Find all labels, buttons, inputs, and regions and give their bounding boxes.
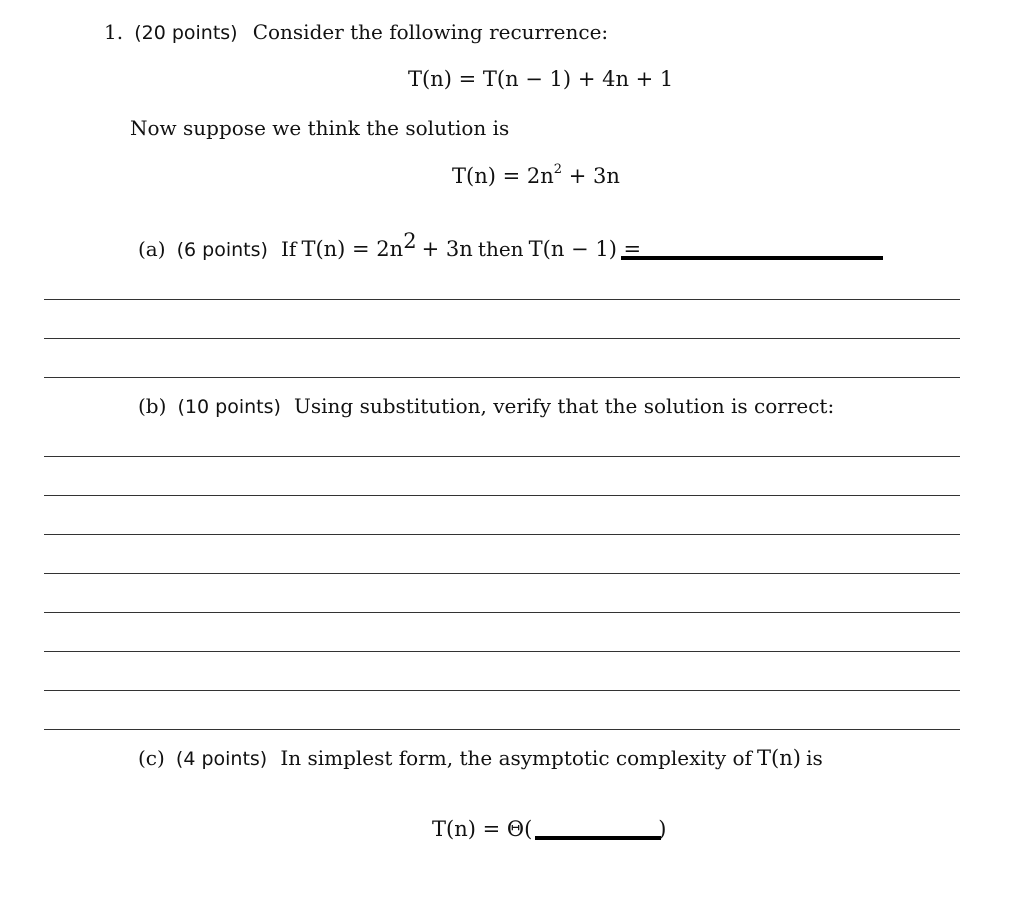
part-b-points: (10 points) [177, 396, 281, 418]
part-c-label: (c) [138, 746, 165, 770]
part-a-query: T(n − 1) = [528, 237, 642, 261]
suppose-text: Now suppose we think the solution is [130, 116, 510, 140]
part-a-points: (6 points) [176, 239, 268, 261]
problem-intro: Consider the following recurrence: [252, 20, 609, 44]
answer-line[interactable] [44, 338, 960, 339]
answer-line[interactable] [44, 573, 960, 574]
part-c-answer-blank[interactable] [535, 836, 661, 840]
part-a-expr-lhs: T(n) = 2n [301, 237, 404, 261]
part-a-expr-rest: + 3n [421, 237, 473, 261]
answer-line[interactable] [44, 377, 960, 378]
answer-line[interactable] [44, 651, 960, 652]
solution-exponent: 2 [553, 162, 563, 177]
part-c-points: (4 points) [175, 748, 268, 770]
answer-line[interactable] [44, 612, 960, 613]
problem-header [104, 20, 608, 44]
problem-number: 1. [104, 20, 124, 44]
solution-rest: + 3n [568, 164, 620, 188]
recurrence-rhs-func: T(n − 1) [482, 67, 572, 91]
part-c-text-end: is [806, 746, 823, 770]
part-a-if: If [281, 237, 297, 261]
part-c-answer-prefix: T(n) = Θ( [432, 817, 533, 841]
part-c-line [138, 746, 823, 770]
solution-lhs: T(n) = 2n [452, 164, 554, 188]
answer-line[interactable] [44, 534, 960, 535]
answer-line[interactable] [44, 495, 960, 496]
recurrence-rhs-rest: + 4n + 1 [577, 67, 674, 91]
part-a-then: then [477, 237, 524, 261]
answer-line[interactable] [44, 299, 960, 300]
answer-line[interactable] [44, 456, 960, 457]
part-b-text: Using substitution, verify that the solution is correct: [294, 394, 835, 418]
part-b-label: (b) [138, 394, 167, 418]
recurrence-equation [408, 67, 673, 91]
recurrence-lhs: T(n) = [408, 67, 477, 91]
part-b-line [138, 394, 834, 418]
answer-line[interactable] [44, 729, 960, 730]
problem-points: (20 points) [134, 22, 238, 44]
part-a-line [138, 228, 642, 261]
part-a-answer-blank[interactable] [621, 256, 883, 260]
part-c-text: In simplest form, the asymptotic complexity of [280, 746, 752, 770]
part-c-answer-suffix: ) [658, 817, 667, 841]
solution-equation [452, 164, 620, 188]
answer-line[interactable] [44, 690, 960, 691]
part-a-exponent: 2 [403, 228, 417, 253]
part-a-label: (a) [138, 237, 166, 261]
part-c-func: T(n) [757, 746, 801, 770]
